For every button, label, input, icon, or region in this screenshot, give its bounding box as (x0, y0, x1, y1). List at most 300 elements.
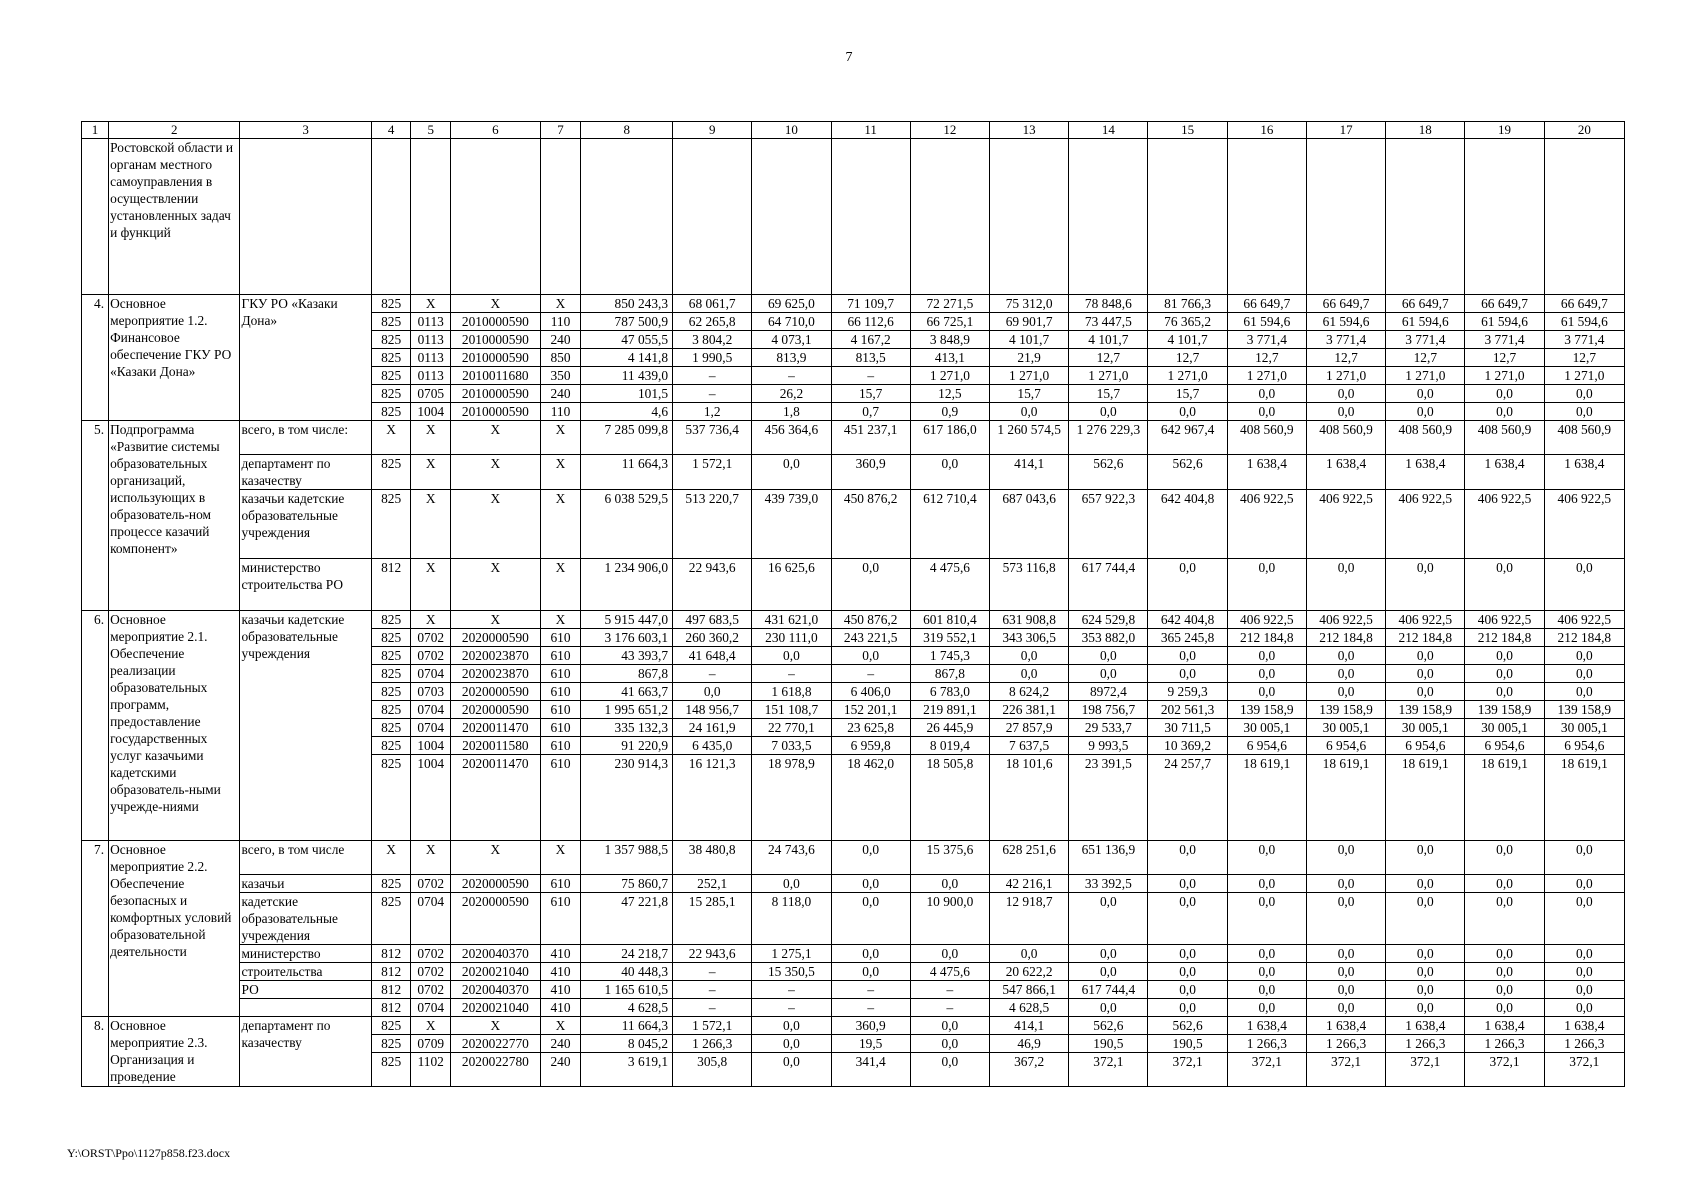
code-col-5: 0702 (411, 629, 451, 647)
amount-col-20: 0,0 (1544, 963, 1624, 981)
amount-col-10: 0,0 (752, 1035, 831, 1053)
code-col-5: 0704 (411, 701, 451, 719)
code-col-6: X (451, 490, 541, 559)
amount-col-19: 1 271,0 (1465, 367, 1544, 385)
code-col-5: 0702 (411, 875, 451, 893)
amount-col-19: 30 005,1 (1465, 719, 1544, 737)
amount-col-8: 3 176 603,1 (581, 629, 673, 647)
amount-col-9: – (673, 999, 752, 1017)
amount-col-17: 61 594,6 (1306, 313, 1385, 331)
executor: ГКУ РО «Казаки Дона» (240, 295, 371, 421)
amount-col-19: 1 638,4 (1465, 455, 1544, 490)
amount-col-18: 12,7 (1386, 349, 1465, 367)
amount-col-8: 867,8 (581, 665, 673, 683)
code-col-6: 2020011470 (451, 719, 541, 737)
amount-col-13: 343 306,5 (990, 629, 1069, 647)
amount-col-20: 139 158,9 (1544, 701, 1624, 719)
table-row (82, 999, 1625, 1017)
code-col-5: 1004 (411, 403, 451, 421)
code-col-4 (371, 139, 411, 295)
amount-col-13: 628 251,6 (990, 841, 1069, 875)
amount-col-19: 0,0 (1465, 403, 1544, 421)
amount-col-14: 29 533,7 (1069, 719, 1148, 737)
code-col-7: 410 (540, 945, 581, 963)
amount-col-14: 651 136,9 (1069, 841, 1148, 875)
code-col-7: X (540, 559, 581, 611)
amount-col-10: 813,9 (752, 349, 831, 367)
amount-col-9: – (673, 367, 752, 385)
amount-col-9: – (673, 665, 752, 683)
amount-col-15: 0,0 (1148, 981, 1227, 999)
code-col-6: 2020000590 (451, 683, 541, 701)
code-col-5: 0704 (411, 999, 451, 1017)
amount-col-20: 406 922,5 (1544, 490, 1624, 559)
column-number-3: 3 (240, 122, 371, 139)
amount-col-14: 4 101,7 (1069, 331, 1148, 349)
code-col-6: 2020000590 (451, 629, 541, 647)
code-col-7: 410 (540, 963, 581, 981)
code-col-4: 812 (371, 945, 411, 963)
amount-col-10: 0,0 (752, 1017, 831, 1035)
amount-col-17: 1 271,0 (1306, 367, 1385, 385)
amount-col-10: 64 710,0 (752, 313, 831, 331)
amount-col-8: 91 220,9 (581, 737, 673, 755)
amount-col-20: 0,0 (1544, 981, 1624, 999)
amount-col-19: 0,0 (1465, 841, 1544, 875)
amount-col-8: 6 038 529,5 (581, 490, 673, 559)
amount-col-15: 76 365,2 (1148, 313, 1227, 331)
amount-col-12: 72 271,5 (910, 295, 989, 313)
amount-col-16: 0,0 (1227, 999, 1306, 1017)
amount-col-8: 40 448,3 (581, 963, 673, 981)
amount-col-16: 0,0 (1227, 841, 1306, 875)
amount-col-15: 0,0 (1148, 999, 1227, 1017)
amount-col-13: 42 216,1 (990, 875, 1069, 893)
amount-col-15: 30 711,5 (1148, 719, 1227, 737)
code-col-6: 2020022770 (451, 1035, 541, 1053)
code-col-4: 825 (371, 385, 411, 403)
code-col-7: 240 (540, 1035, 581, 1053)
code-col-5: 0113 (411, 349, 451, 367)
code-col-6 (451, 139, 541, 295)
amount-col-19: 6 954,6 (1465, 737, 1544, 755)
amount-col-9: 68 061,7 (673, 295, 752, 313)
amount-col-8: 47 221,8 (581, 893, 673, 945)
amount-col-17: 0,0 (1306, 945, 1385, 963)
code-col-6: 2020040370 (451, 945, 541, 963)
amount-col-16 (1227, 139, 1306, 295)
amount-col-9: – (673, 385, 752, 403)
code-col-6: X (451, 841, 541, 875)
header-row (82, 122, 1625, 139)
amount-col-20: 0,0 (1544, 683, 1624, 701)
amount-col-9 (673, 139, 752, 295)
amount-col-12: 66 725,1 (910, 313, 989, 331)
amount-col-9: 148 956,7 (673, 701, 752, 719)
amount-col-11: 4 167,2 (831, 331, 910, 349)
executor (240, 999, 371, 1017)
amount-col-13: 75 312,0 (990, 295, 1069, 313)
amount-col-16: 0,0 (1227, 945, 1306, 963)
amount-col-13: 226 381,1 (990, 701, 1069, 719)
column-number-6: 6 (451, 122, 541, 139)
amount-col-13: 547 866,1 (990, 981, 1069, 999)
amount-col-17: 0,0 (1306, 559, 1385, 611)
amount-col-12: 26 445,9 (910, 719, 989, 737)
amount-col-9: 41 648,4 (673, 647, 752, 665)
amount-col-12: – (910, 999, 989, 1017)
amount-col-10: – (752, 367, 831, 385)
amount-col-8: 230 914,3 (581, 755, 673, 841)
code-col-7: X (540, 1017, 581, 1035)
code-col-5: X (411, 611, 451, 629)
budget-table (81, 121, 1625, 1087)
amount-col-20: 0,0 (1544, 647, 1624, 665)
column-number-12: 12 (910, 122, 989, 139)
amount-col-15: 9 259,3 (1148, 683, 1227, 701)
table-row (82, 611, 1625, 629)
amount-col-8: 335 132,3 (581, 719, 673, 737)
amount-col-18: 0,0 (1386, 893, 1465, 945)
amount-col-9: 497 683,5 (673, 611, 752, 629)
amount-col-11: 0,7 (831, 403, 910, 421)
amount-col-18: 212 184,8 (1386, 629, 1465, 647)
amount-col-13: 414,1 (990, 455, 1069, 490)
amount-col-20: 30 005,1 (1544, 719, 1624, 737)
amount-col-12 (910, 139, 989, 295)
amount-col-14: 1 276 229,3 (1069, 421, 1148, 455)
amount-col-11: 450 876,2 (831, 490, 910, 559)
code-col-7: X (540, 455, 581, 490)
amount-col-9: 6 435,0 (673, 737, 752, 755)
amount-col-10: – (752, 665, 831, 683)
amount-col-12: 15 375,6 (910, 841, 989, 875)
code-col-4: 812 (371, 981, 411, 999)
code-col-7: 850 (540, 349, 581, 367)
code-col-5: 1004 (411, 755, 451, 841)
code-col-5: 0113 (411, 313, 451, 331)
amount-col-17: 406 922,5 (1306, 490, 1385, 559)
amount-col-12: 413,1 (910, 349, 989, 367)
amount-col-15: 81 766,3 (1148, 295, 1227, 313)
amount-col-9: 3 804,2 (673, 331, 752, 349)
amount-col-12: 319 552,1 (910, 629, 989, 647)
amount-col-9: 1 572,1 (673, 455, 752, 490)
code-col-7: 240 (540, 331, 581, 349)
amount-col-9: 24 161,9 (673, 719, 752, 737)
amount-col-20: 0,0 (1544, 999, 1624, 1017)
amount-col-15: 10 369,2 (1148, 737, 1227, 755)
amount-col-8: 7 285 099,8 (581, 421, 673, 455)
amount-col-10: – (752, 999, 831, 1017)
amount-col-10: 16 625,6 (752, 559, 831, 611)
amount-col-20: 6 954,6 (1544, 737, 1624, 755)
amount-col-12: 219 891,1 (910, 701, 989, 719)
amount-col-17 (1306, 139, 1385, 295)
amount-col-10: – (752, 981, 831, 999)
amount-col-18: 1 271,0 (1386, 367, 1465, 385)
amount-col-19: 18 619,1 (1465, 755, 1544, 841)
amount-col-8: 11 664,3 (581, 455, 673, 490)
code-col-6: 2020011470 (451, 755, 541, 841)
amount-col-13: 46,9 (990, 1035, 1069, 1053)
amount-col-13: 18 101,6 (990, 755, 1069, 841)
code-col-7: 240 (540, 385, 581, 403)
column-number-2: 2 (109, 122, 240, 139)
executor: кадетские образовательные учреждения (240, 893, 371, 945)
amount-col-20: 61 594,6 (1544, 313, 1624, 331)
code-col-5: X (411, 559, 451, 611)
amount-col-14: 198 756,7 (1069, 701, 1148, 719)
amount-col-15: 0,0 (1148, 841, 1227, 875)
amount-col-19: 3 771,4 (1465, 331, 1544, 349)
amount-col-20: 408 560,9 (1544, 421, 1624, 455)
amount-col-8: 4 628,5 (581, 999, 673, 1017)
code-col-6: 2020022780 (451, 1053, 541, 1087)
amount-col-20: 3 771,4 (1544, 331, 1624, 349)
code-col-7: X (540, 421, 581, 455)
amount-col-16: 30 005,1 (1227, 719, 1306, 737)
code-col-5: X (411, 455, 451, 490)
code-col-6: 2020040370 (451, 981, 541, 999)
amount-col-17: 0,0 (1306, 403, 1385, 421)
code-col-4: 825 (371, 647, 411, 665)
amount-col-9: 1 990,5 (673, 349, 752, 367)
amount-col-10 (752, 139, 831, 295)
code-col-5: X (411, 490, 451, 559)
amount-col-11: 0,0 (831, 963, 910, 981)
executor: департамент по казачеству (240, 1017, 371, 1087)
amount-col-18: 0,0 (1386, 683, 1465, 701)
amount-col-12: 0,0 (910, 875, 989, 893)
amount-col-12: 617 186,0 (910, 421, 989, 455)
executor: министерство (240, 945, 371, 963)
amount-col-15: 202 561,3 (1148, 701, 1227, 719)
amount-col-17: 6 954,6 (1306, 737, 1385, 755)
executor: строительства (240, 963, 371, 981)
amount-col-12: 1 745,3 (910, 647, 989, 665)
amount-col-13: 8 624,2 (990, 683, 1069, 701)
table-row (82, 875, 1625, 893)
amount-col-13: 0,0 (990, 647, 1069, 665)
code-col-5: 0704 (411, 719, 451, 737)
amount-col-13: 0,0 (990, 665, 1069, 683)
amount-col-19 (1465, 139, 1544, 295)
code-col-6: X (451, 455, 541, 490)
amount-col-16: 372,1 (1227, 1053, 1306, 1087)
amount-col-10: 439 739,0 (752, 490, 831, 559)
amount-col-11: 152 201,1 (831, 701, 910, 719)
event-name: Основное мероприятие 2.3. Организация и проведение (109, 1017, 240, 1087)
event-name: Ростовской области и органам местного самоуправления в осуществлении установленных задач и функций (109, 139, 240, 295)
executor: РО (240, 981, 371, 999)
amount-col-20: 1 271,0 (1544, 367, 1624, 385)
amount-col-12: 18 505,8 (910, 755, 989, 841)
code-col-7: 410 (540, 981, 581, 999)
amount-col-13: 27 857,9 (990, 719, 1069, 737)
code-col-7: 610 (540, 755, 581, 841)
amount-col-8: 4,6 (581, 403, 673, 421)
code-col-6: 2020021040 (451, 999, 541, 1017)
amount-col-11: 0,0 (831, 559, 910, 611)
amount-col-20: 0,0 (1544, 875, 1624, 893)
amount-col-15: 0,0 (1148, 665, 1227, 683)
amount-col-16: 3 771,4 (1227, 331, 1306, 349)
amount-col-13: 4 101,7 (990, 331, 1069, 349)
code-col-5: 0704 (411, 893, 451, 945)
table-row (82, 963, 1625, 981)
amount-col-14: 0,0 (1069, 647, 1148, 665)
amount-col-20 (1544, 139, 1624, 295)
amount-col-13: 414,1 (990, 1017, 1069, 1035)
table-row (82, 893, 1625, 945)
code-col-6: 2010000590 (451, 313, 541, 331)
amount-col-13 (990, 139, 1069, 295)
amount-col-19: 0,0 (1465, 683, 1544, 701)
amount-col-14: 12,7 (1069, 349, 1148, 367)
amount-col-14: 78 848,6 (1069, 295, 1148, 313)
amount-col-18: 61 594,6 (1386, 313, 1465, 331)
amount-col-19: 372,1 (1465, 1053, 1544, 1087)
amount-col-18: 0,0 (1386, 945, 1465, 963)
amount-col-15: 0,0 (1148, 875, 1227, 893)
amount-col-12: 12,5 (910, 385, 989, 403)
amount-col-17: 0,0 (1306, 981, 1385, 999)
code-col-5: X (411, 421, 451, 455)
code-col-4: 812 (371, 963, 411, 981)
amount-col-12: 0,0 (910, 1017, 989, 1035)
amount-col-19: 0,0 (1465, 559, 1544, 611)
amount-col-17: 406 922,5 (1306, 611, 1385, 629)
code-col-7: X (540, 841, 581, 875)
amount-col-18: 0,0 (1386, 875, 1465, 893)
column-number-18: 18 (1386, 122, 1465, 139)
amount-col-18: 406 922,5 (1386, 611, 1465, 629)
amount-col-12: 0,9 (910, 403, 989, 421)
code-col-4: 825 (371, 893, 411, 945)
table-row (82, 455, 1625, 490)
amount-col-14: 23 391,5 (1069, 755, 1148, 841)
amount-col-18: 0,0 (1386, 981, 1465, 999)
amount-col-14: 353 882,0 (1069, 629, 1148, 647)
amount-col-20: 406 922,5 (1544, 611, 1624, 629)
code-col-4: X (371, 841, 411, 875)
amount-col-10: 24 743,6 (752, 841, 831, 875)
amount-col-16: 1 638,4 (1227, 1017, 1306, 1035)
amount-col-12: – (910, 981, 989, 999)
amount-col-20: 0,0 (1544, 665, 1624, 683)
code-col-4: 825 (371, 367, 411, 385)
code-col-7: 610 (540, 893, 581, 945)
amount-col-13: 12 918,7 (990, 893, 1069, 945)
amount-col-15: 4 101,7 (1148, 331, 1227, 349)
amount-col-11: 243 221,5 (831, 629, 910, 647)
amount-col-8 (581, 139, 673, 295)
amount-col-14: 0,0 (1069, 665, 1148, 683)
amount-col-15: 642 404,8 (1148, 490, 1227, 559)
code-col-7: 610 (540, 647, 581, 665)
amount-col-11 (831, 139, 910, 295)
amount-col-16: 66 649,7 (1227, 295, 1306, 313)
amount-col-18: 66 649,7 (1386, 295, 1465, 313)
code-col-4: 825 (371, 875, 411, 893)
code-col-7: 610 (540, 737, 581, 755)
amount-col-8: 5 915 447,0 (581, 611, 673, 629)
amount-col-18: 0,0 (1386, 841, 1465, 875)
amount-col-19: 1 638,4 (1465, 1017, 1544, 1035)
amount-col-17: 0,0 (1306, 893, 1385, 945)
amount-col-19: 406 922,5 (1465, 490, 1544, 559)
executor: департамент по казачеству (240, 455, 371, 490)
amount-col-13: 69 901,7 (990, 313, 1069, 331)
executor (240, 139, 371, 295)
amount-col-14: 73 447,5 (1069, 313, 1148, 331)
amount-col-11: 450 876,2 (831, 611, 910, 629)
amount-col-20: 12,7 (1544, 349, 1624, 367)
amount-col-19: 139 158,9 (1465, 701, 1544, 719)
amount-col-11: 66 112,6 (831, 313, 910, 331)
code-col-7 (540, 139, 581, 295)
amount-col-19: 0,0 (1465, 945, 1544, 963)
amount-col-19: 0,0 (1465, 647, 1544, 665)
code-col-4: 825 (371, 313, 411, 331)
column-number-11: 11 (831, 122, 910, 139)
amount-col-17: 0,0 (1306, 647, 1385, 665)
amount-col-9: 260 360,2 (673, 629, 752, 647)
amount-col-13: 687 043,6 (990, 490, 1069, 559)
amount-col-20: 1 638,4 (1544, 1017, 1624, 1035)
amount-col-19: 12,7 (1465, 349, 1544, 367)
amount-col-9: 1 572,1 (673, 1017, 752, 1035)
amount-col-19: 0,0 (1465, 893, 1544, 945)
amount-col-20: 0,0 (1544, 893, 1624, 945)
amount-col-14: 1 271,0 (1069, 367, 1148, 385)
amount-col-10: 431 621,0 (752, 611, 831, 629)
amount-col-17: 0,0 (1306, 875, 1385, 893)
amount-col-9: 0,0 (673, 683, 752, 701)
amount-col-15: 1 271,0 (1148, 367, 1227, 385)
amount-col-13: 4 628,5 (990, 999, 1069, 1017)
amount-col-15: 24 257,7 (1148, 755, 1227, 841)
amount-col-9: 252,1 (673, 875, 752, 893)
column-number-1: 1 (82, 122, 109, 139)
code-col-4: 825 (371, 349, 411, 367)
amount-col-14: 0,0 (1069, 963, 1148, 981)
code-col-7: 110 (540, 403, 581, 421)
amount-col-8: 47 055,5 (581, 331, 673, 349)
amount-col-10: 7 033,5 (752, 737, 831, 755)
amount-col-20: 1 266,3 (1544, 1035, 1624, 1053)
amount-col-10: 69 625,0 (752, 295, 831, 313)
code-col-5: 0702 (411, 981, 451, 999)
amount-col-10: 1 618,8 (752, 683, 831, 701)
amount-col-20: 372,1 (1544, 1053, 1624, 1087)
amount-col-15: 0,0 (1148, 945, 1227, 963)
row-number: 7. (82, 841, 109, 1017)
amount-col-10: 26,2 (752, 385, 831, 403)
code-col-5: 0702 (411, 647, 451, 665)
amount-col-17: 18 619,1 (1306, 755, 1385, 841)
amount-col-9: – (673, 981, 752, 999)
code-col-5: 0709 (411, 1035, 451, 1053)
amount-col-11: 360,9 (831, 455, 910, 490)
code-col-7: X (540, 490, 581, 559)
amount-col-15: 0,0 (1148, 647, 1227, 665)
amount-col-13: 1 271,0 (990, 367, 1069, 385)
code-col-7: X (540, 295, 581, 313)
code-col-5: X (411, 295, 451, 313)
amount-col-9: 1 266,3 (673, 1035, 752, 1053)
